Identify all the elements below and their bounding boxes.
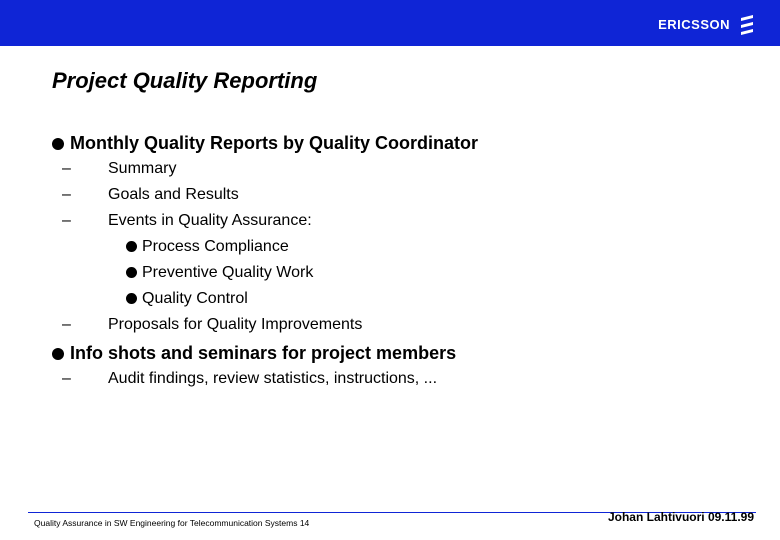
- dash-icon: –: [62, 160, 71, 177]
- subitem-summary: [52, 156, 752, 182]
- header-bar: [0, 0, 780, 46]
- subitem-goals: [52, 182, 752, 208]
- bullet-info-shots: [52, 340, 752, 366]
- dash-icon: –: [62, 370, 71, 387]
- dash-icon: –: [62, 186, 71, 203]
- subsubitem-text: Preventive Quality Work: [142, 264, 314, 281]
- bullet-text: Monthly Quality Reports by Quality Coordinator: [70, 133, 479, 153]
- bullet-dot-icon: [52, 138, 64, 150]
- bullet-dot-icon: [126, 241, 137, 252]
- bullet-dot-icon: [52, 348, 64, 360]
- bullet-text: Info shots and seminars for project members: [70, 343, 457, 363]
- subitem-audit-findings: [52, 366, 752, 392]
- subsubitem-quality-control: [52, 286, 752, 312]
- bullet-monthly-reports: [52, 130, 752, 156]
- subsubitem-text: Quality Control: [142, 290, 248, 307]
- subsubitem-text: Process Compliance: [142, 238, 289, 255]
- dash-icon: –: [62, 212, 71, 229]
- slide-content: [52, 130, 752, 392]
- ericsson-stripes-icon: [738, 13, 756, 35]
- subsubitem-preventive-work: [52, 260, 752, 286]
- subsubitem-process-compliance: [52, 234, 752, 260]
- subitem-proposals: [52, 312, 752, 338]
- dash-icon: –: [62, 316, 71, 333]
- bullet-dot-icon: [126, 293, 137, 304]
- subitem-text: Goals and Results: [108, 186, 239, 203]
- subitem-text: Summary: [108, 160, 177, 177]
- subitem-text: Proposals for Quality Improvements: [108, 316, 363, 333]
- footer-author-date: Johan Lahtivuori 09.11.99: [607, 510, 754, 524]
- slide-title: Project Quality Reporting: [52, 68, 318, 93]
- brand-name: ERICSSON: [658, 16, 730, 32]
- ericsson-logo: [658, 13, 756, 35]
- subitem-events: [52, 208, 752, 234]
- subitem-text: Audit findings, review statistics, instructions, ...: [108, 370, 438, 387]
- bullet-dot-icon: [126, 267, 137, 278]
- subitem-text: Events in Quality Assurance:: [108, 212, 312, 229]
- footer-course-title: Quality Assurance in SW Engineering for Telecommunication Systems 14: [34, 518, 310, 528]
